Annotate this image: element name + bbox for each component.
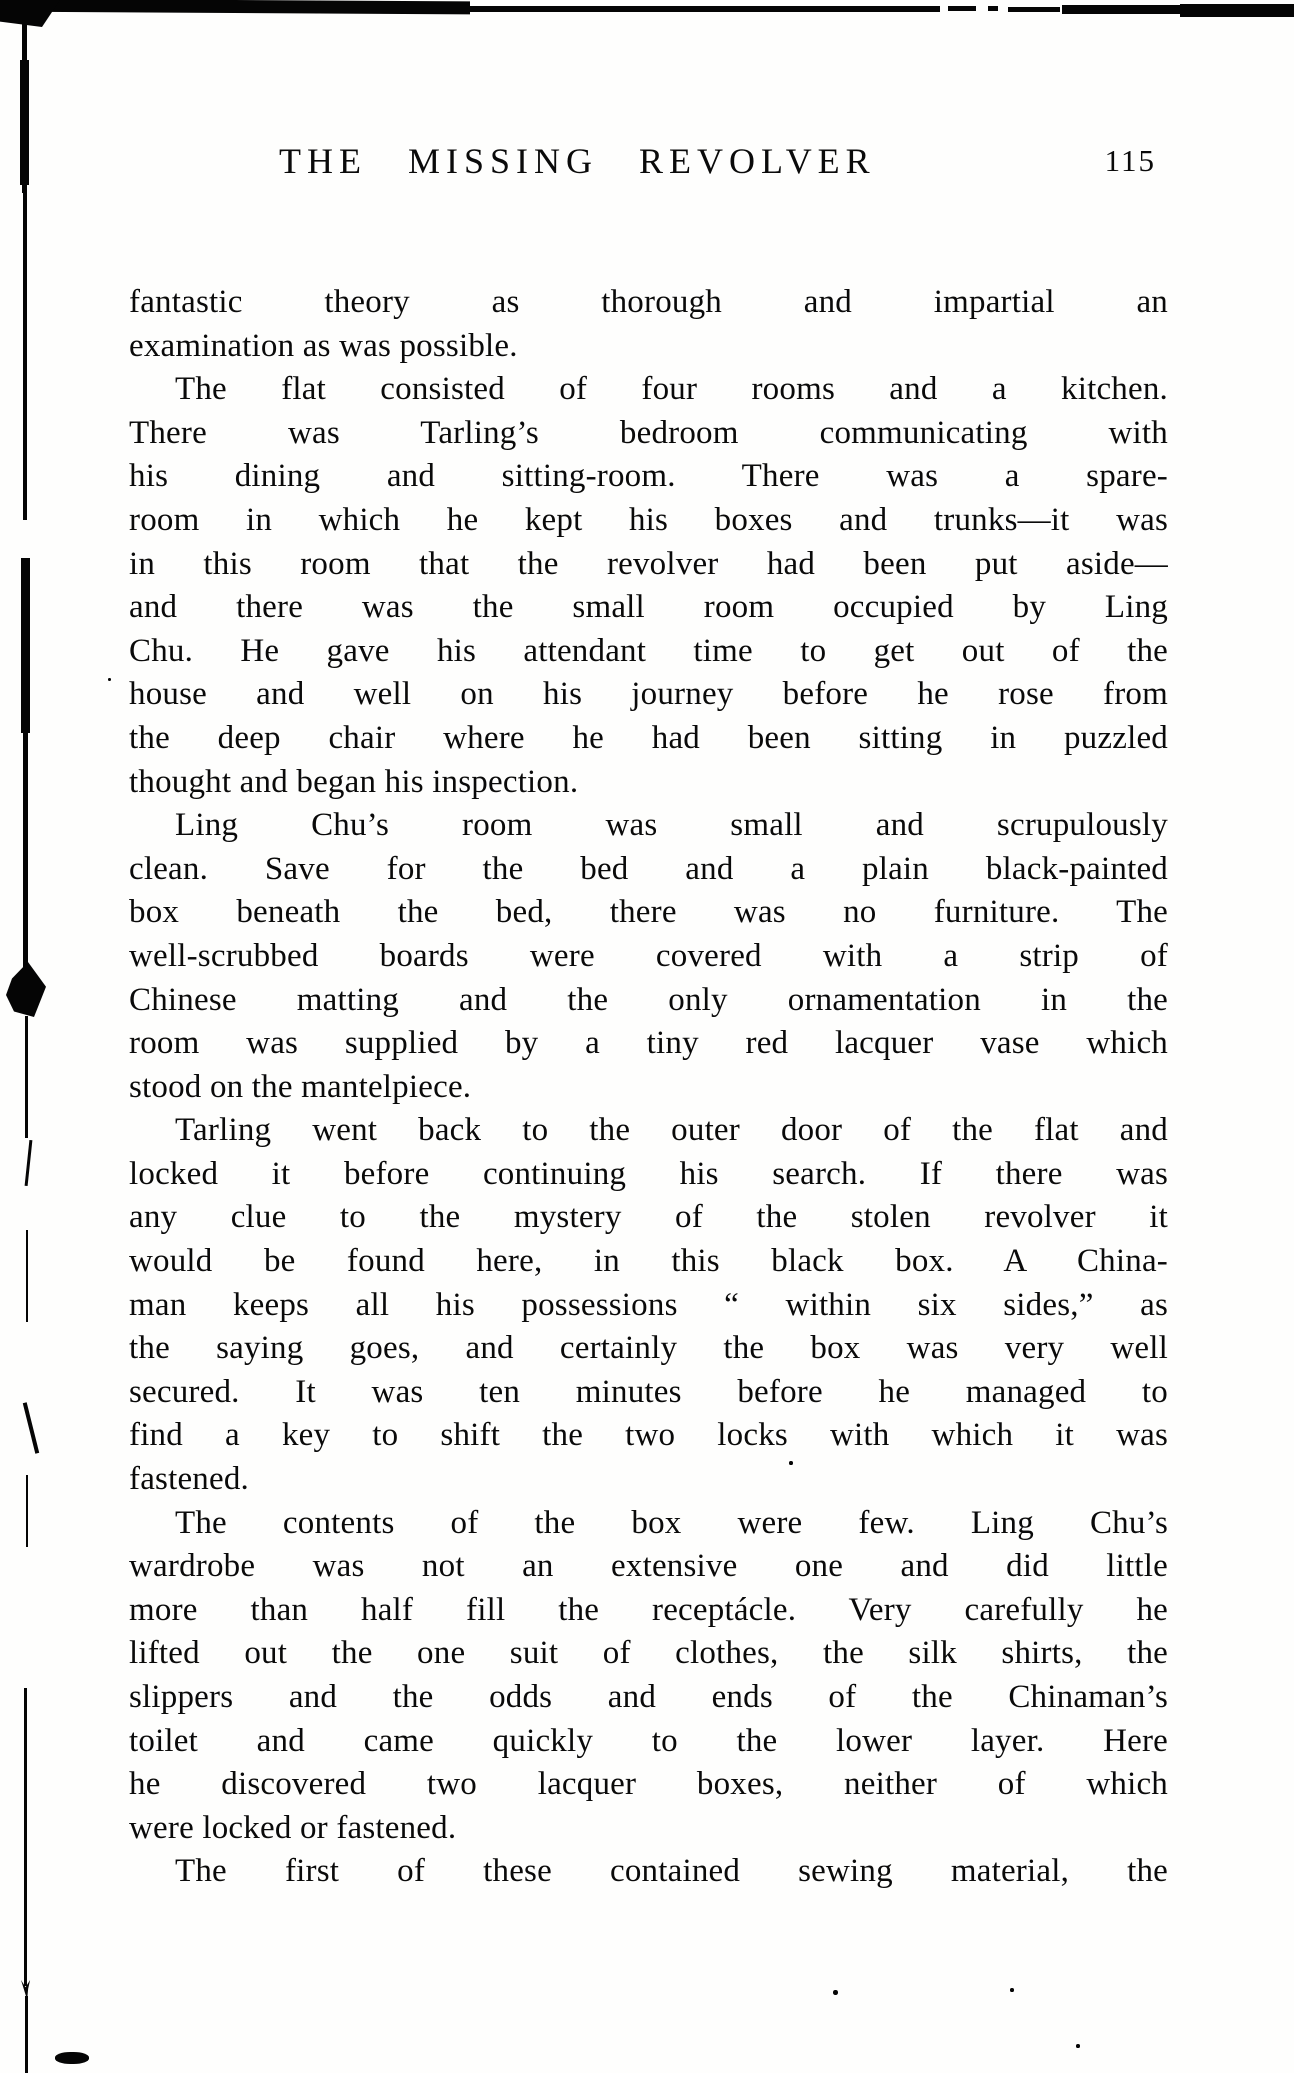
text-line: stood on the mantelpiece.	[129, 1068, 472, 1105]
text-line: toilet and came quickly to the lower layer. Here	[129, 1722, 1168, 1759]
scan-artifact-left-gutter	[24, 1688, 27, 1986]
scan-artifact-speck	[1076, 2044, 1080, 2048]
scan-artifact-left-gutter	[25, 1140, 33, 1186]
text-line: The first of these contained sewing material, the	[175, 1853, 1168, 1890]
text-line: The contents of the box were few. Ling Chu’s	[175, 1504, 1168, 1541]
text-line: man keeps all his possessions “ within six sides,” as	[129, 1286, 1168, 1323]
scan-artifact-left-gutter	[25, 1996, 28, 2073]
page-number: 115	[1104, 143, 1156, 178]
text-line: find a key to shift the two locks with which it was	[129, 1417, 1168, 1454]
scan-artifact-left-gutter	[23, 190, 27, 520]
text-line: thought and began his inspection.	[129, 763, 579, 800]
scan-artifact-speck	[1010, 1988, 1014, 1992]
scan-artifact-left-gutter	[23, 1402, 39, 1453]
text-line: the saying goes, and certainly the box was very well	[129, 1330, 1168, 1367]
text-line: There was Tarling’s bedroom communicating with	[129, 414, 1168, 451]
body-text	[129, 281, 1168, 1894]
scan-artifact-left-gutter	[26, 1475, 28, 1547]
text-line: examination as was possible.	[129, 327, 518, 364]
scan-artifact-top-edge	[1180, 4, 1294, 17]
scan-artifact-left-gutter	[25, 1016, 28, 1138]
text-line: The flat consisted of four rooms and a kitchen.	[175, 371, 1168, 408]
text-line: house and well on his journey before he rose from	[129, 676, 1168, 713]
text-line: Tarling went back to the outer door of the flat and	[175, 1112, 1168, 1149]
text-line: fantastic theory as thorough and impartial an	[129, 284, 1168, 320]
scan-artifact-top-edge	[0, 0, 470, 14]
text-line: box beneath the bed, there was no furniture. The	[129, 894, 1168, 931]
scan-artifact-left-gutter	[23, 730, 28, 968]
text-line: well-scrubbed boards were covered with a strip of	[129, 937, 1168, 974]
page-header	[129, 140, 1168, 186]
text-line: locked it before continuing his search. If there was	[129, 1155, 1168, 1192]
scan-artifact-top-edge	[1008, 7, 1060, 12]
scan-artifact-ink-blob	[55, 2052, 89, 2064]
text-line: Ling Chu’s room was small and scrupulously	[175, 807, 1168, 844]
text-line: any clue to the mystery of the stolen revolver it	[129, 1199, 1168, 1236]
running-head-title: THE MISSING REVOLVER	[279, 141, 876, 181]
text-line: Chinese matting and the only ornamentation in the	[129, 981, 1168, 1018]
scan-artifact-ink-blob	[21, 1980, 34, 1996]
text-line: secured. It was ten minutes before he managed to	[129, 1373, 1168, 1410]
scan-artifact-left-gutter	[26, 1230, 28, 1322]
scan-artifact-top-edge	[948, 6, 976, 11]
text-line: room was supplied by a tiny red lacquer vase which	[129, 1025, 1168, 1062]
scan-artifact-speck	[108, 678, 111, 681]
text-line: his dining and sitting-room. There was a spare-	[129, 458, 1168, 495]
text-line: in this room that the revolver had been put aside—	[129, 545, 1168, 582]
text-line: lifted out the one suit of clothes, the silk shirts, the	[129, 1635, 1168, 1672]
scan-artifact-left-gutter	[20, 60, 29, 185]
text-line: the deep chair where he had been sitting in puzzled	[129, 719, 1168, 756]
text-line: he discovered two lacquer boxes, neither of which	[129, 1766, 1168, 1803]
scan-artifact-left-gutter	[21, 558, 30, 733]
text-line: clean. Save for the bed and a plain black-painted	[129, 850, 1168, 887]
scan-artifact-speck	[833, 1990, 838, 1995]
text-line: wardrobe was not an extensive one and did little	[129, 1548, 1168, 1585]
text-line: more than half fill the receptácle. Very carefully he	[129, 1591, 1168, 1628]
text-line: and there was the small room occupied by Ling	[129, 589, 1168, 626]
text-line: room in which he kept his boxes and trunks—it was	[129, 501, 1168, 538]
text-line: would be found here, in this black box. A China-	[129, 1243, 1168, 1280]
scan-artifact-top-edge	[455, 6, 940, 12]
scan-artifact-ink-blob	[6, 962, 46, 1017]
text-line: fastened.	[129, 1461, 249, 1498]
scan-artifact-top-edge	[0, 0, 60, 27]
text-line: slippers and the odds and ends of the Chinaman’s	[129, 1679, 1168, 1715]
text-line: were locked or fastened.	[129, 1809, 457, 1846]
text-line: Chu. He gave his attendant time to get out of the	[129, 632, 1168, 669]
scan-artifact-top-edge	[988, 6, 998, 11]
